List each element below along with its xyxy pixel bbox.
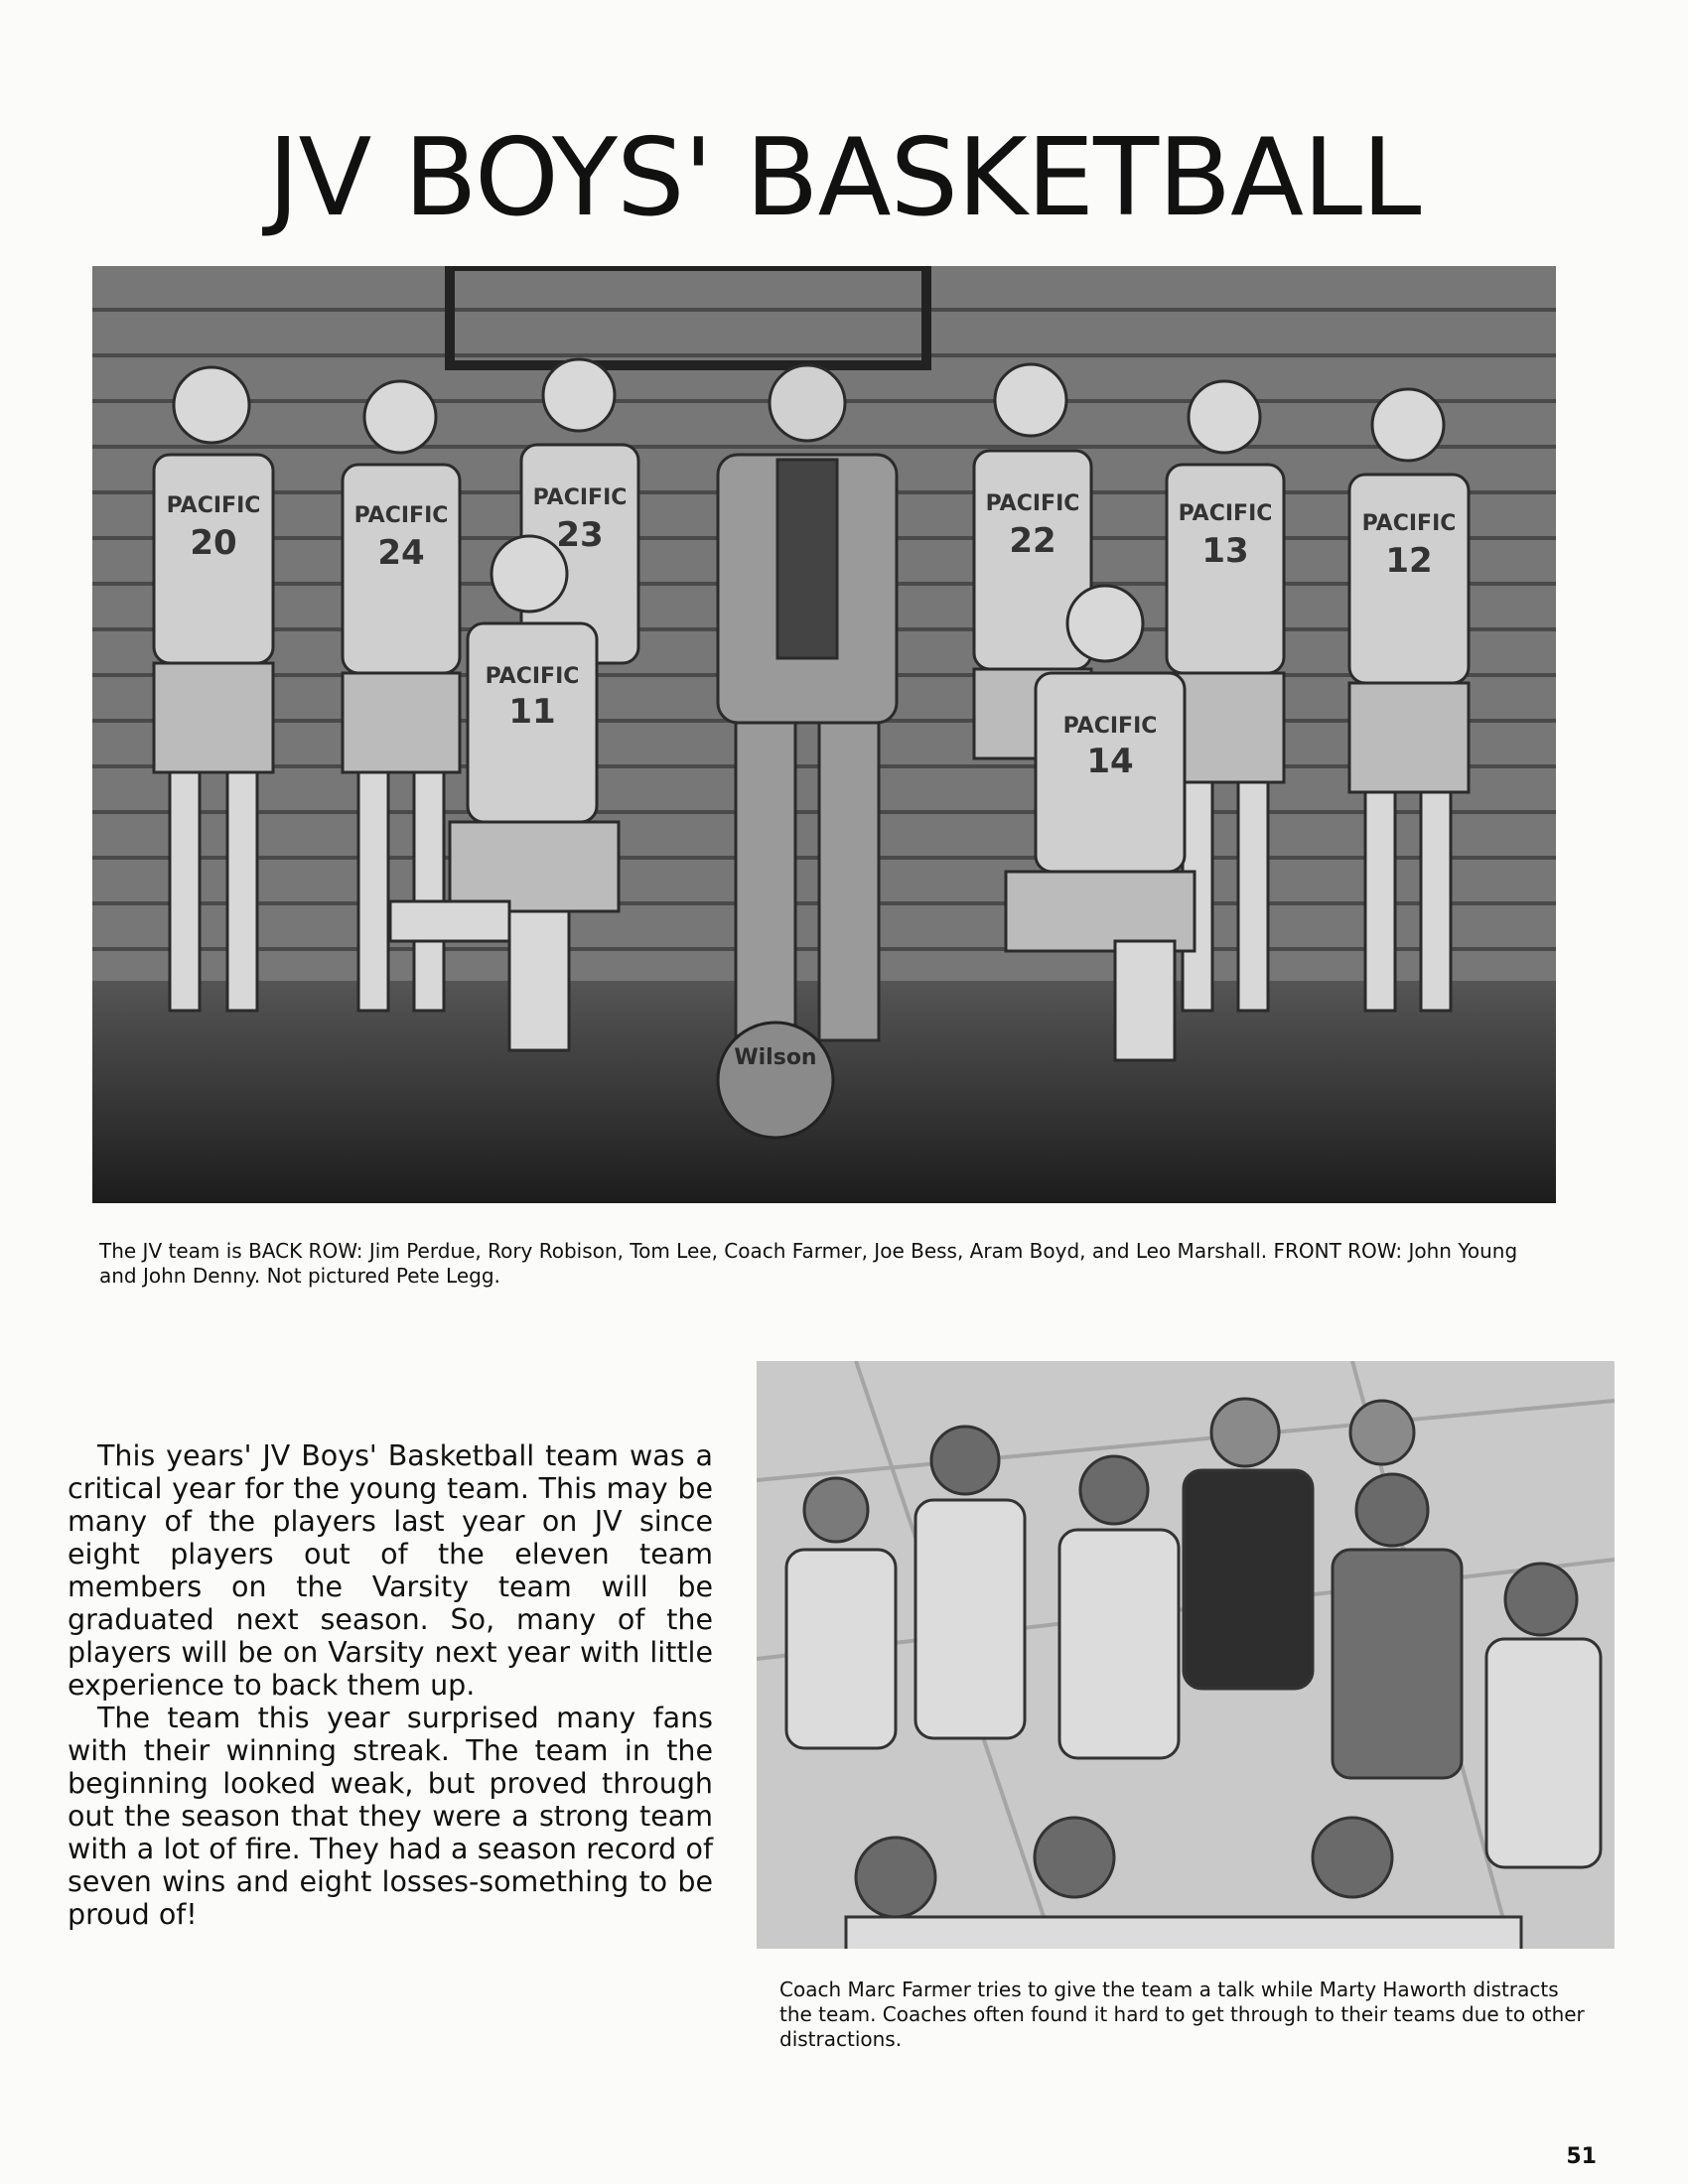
team-photo xyxy=(92,266,1556,1203)
huddle-photo xyxy=(757,1361,1615,1949)
huddle-photo-image xyxy=(757,1361,1615,1949)
huddle-photo-caption: Coach Marc Farmer tries to give the team a talk while Marty Haworth distracts the team. Coaches often found it hard to get through to their teams due to other distractions. xyxy=(779,1978,1585,2051)
jersey-number: 20 xyxy=(190,523,237,563)
page-title: JV BOYS' BASKETBALL xyxy=(267,116,1421,240)
jersey-text: PACIFIC xyxy=(166,493,261,518)
team-photo-image xyxy=(92,266,1556,1203)
jersey-text: PACIFIC xyxy=(985,491,1080,516)
jersey-number: 22 xyxy=(1009,521,1056,561)
jersey-number: 24 xyxy=(377,533,425,573)
jersey-text: PACIFIC xyxy=(1361,511,1457,536)
article-paragraph: The team this year surprised many fans with their winning streak. The team in the beginning looked weak, but proved through out the season that they were a strong team with a lot of fire. They had a season record of seven wins and eight losses-something to be proud of! xyxy=(68,1702,713,1931)
jersey-number: 11 xyxy=(508,692,556,732)
jersey-text: PACIFIC xyxy=(532,485,628,510)
jersey-text: PACIFIC xyxy=(353,503,449,528)
jersey-number: 23 xyxy=(556,515,604,555)
article-body xyxy=(68,1439,713,1931)
article-paragraph: This years' JV Boys' Basketball team was a critical year for the young team. This may be many of the players last year on JV since eight players out of the eleven team members on the Varsity team will be graduated next season. So, many of the players will be on Varsity next year with little experience to back them up. xyxy=(68,1439,713,1702)
jersey-number: 12 xyxy=(1385,541,1433,581)
jersey-text: PACIFIC xyxy=(485,664,580,689)
jersey-text: PACIFIC xyxy=(1062,714,1158,739)
ball-label: Wilson xyxy=(734,1045,817,1070)
page-number: 51 xyxy=(1566,2144,1597,2169)
jersey-number: 13 xyxy=(1201,531,1249,571)
jersey-text: PACIFIC xyxy=(1178,501,1273,526)
jersey-number: 14 xyxy=(1086,742,1134,781)
team-photo-caption: The JV team is BACK ROW: Jim Perdue, Rory Robison, Tom Lee, Coach Farmer, Joe Bess, Aram Boyd, and Leo Marshall. FRONT ROW: John Young and John Denny. Not pictured Pete Legg. xyxy=(99,1239,1518,1288)
